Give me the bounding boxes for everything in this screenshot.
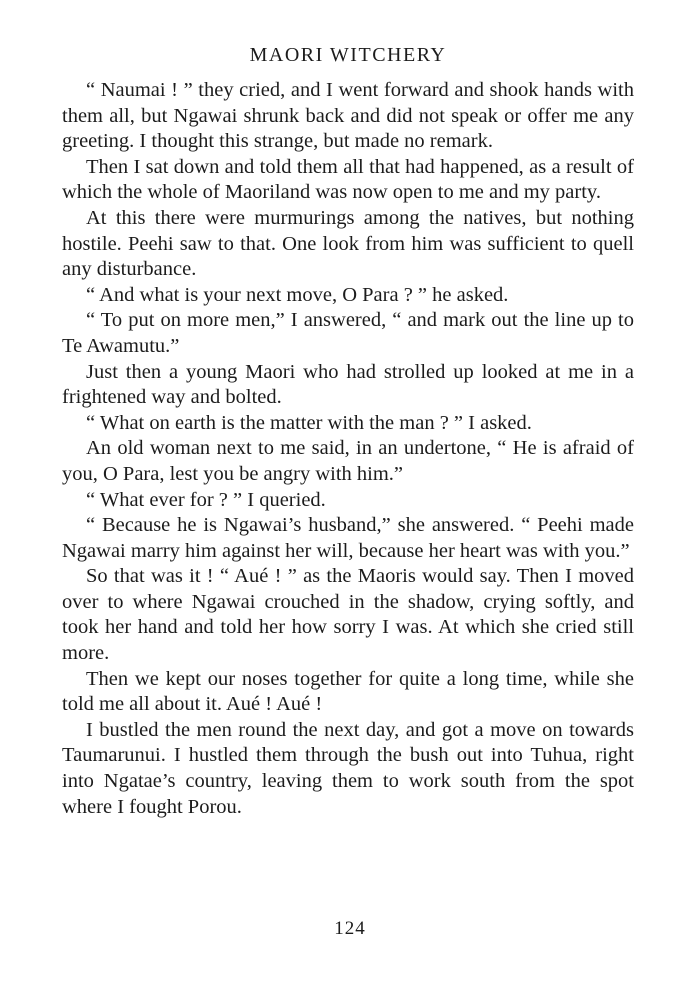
- paragraph-11: So that was it ! “ Aué ! ” as the Maoris would say. Then I moved over to where Ngawai crouched in the shadow, crying softly, and took her hand and told her how sorry I was. At which she cried still more.: [62, 565, 634, 665]
- paragraph-13: I bustled the men round the next day, and got a move on towards Taumarunui. I hustled them through the bush out into Tuhua, right into Ngatae’s country, leaving them to work south from the spot where I fought Porou.: [62, 718, 634, 818]
- paragraph-9: “ What ever for ? ” I queried.: [86, 488, 326, 511]
- body-text: [62, 78, 634, 820]
- paragraph-7: “ What on earth is the matter with the man ? ” I asked.: [86, 411, 532, 434]
- paragraph-12: Then we kept our noses together for quite a long time, while she told me all about it. Aué ! Aué !: [62, 667, 634, 716]
- paragraph-5: “ To put on more men,” I answered, “ and mark out the line up to Te Awamutu.”: [62, 309, 634, 357]
- paragraph-4: “ And what is your next move, O Para ? ” he asked.: [86, 283, 509, 306]
- page-number: 124: [334, 918, 366, 939]
- paragraph-8: An old woman next to me said, in an undertone, “ He is afraid of you, O Para, lest you be angry with him.”: [62, 437, 634, 485]
- paragraph-1: “ Naumai ! ” they cried, and I went forward and shook hands with them all, but Ngawai shrunk back and did not speak or offer me any greeting. I thought this strange, but made no remark.: [62, 79, 634, 153]
- paragraph-6: Just then a young Maori who had strolled up looked at me in a frightened way and bolted.: [62, 360, 634, 409]
- paragraph-10: “ Because he is Ngawai’s husband,” she answered. “ Peehi made Ngawai marry him against her will, because her heart was with you.”: [62, 514, 634, 562]
- book-page: [62, 40, 634, 820]
- paragraph-3: At this there were murmurings among the natives, but nothing hostile. Peehi saw to that. One look from him was sufficient to quell any disturbance.: [62, 206, 634, 281]
- running-head: MAORI WITCHERY: [249, 44, 447, 66]
- paragraph-2: Then I sat down and told them all that had happened, as a result of which the whole of Maoriland was now open to me and my party.: [62, 155, 634, 204]
